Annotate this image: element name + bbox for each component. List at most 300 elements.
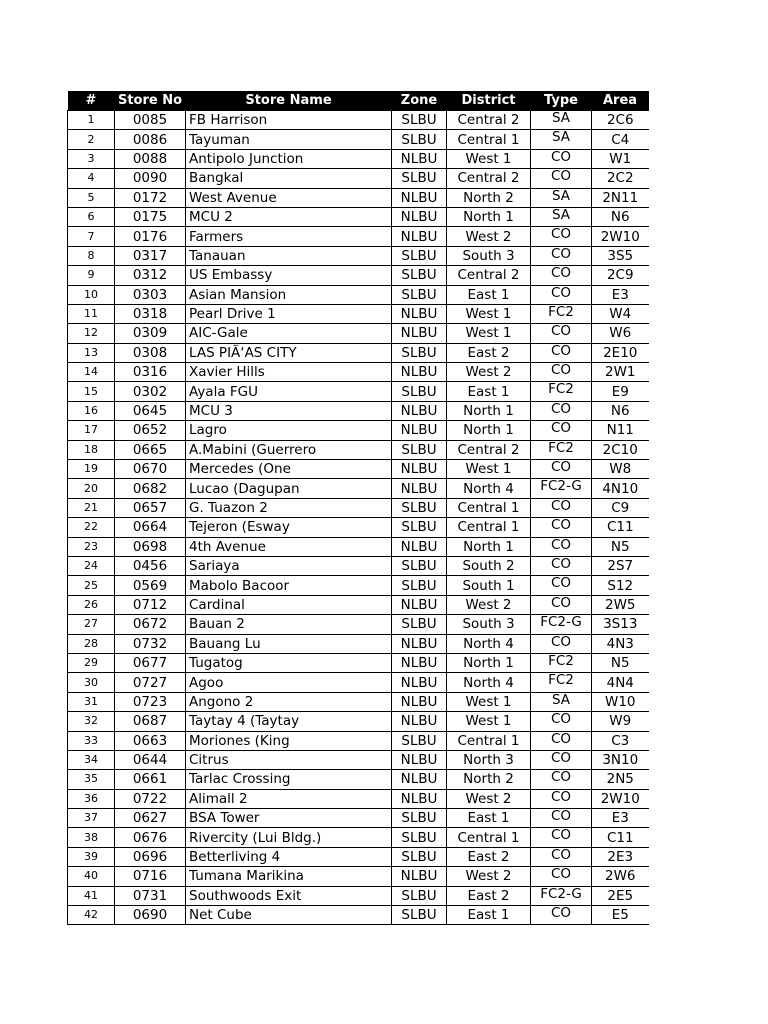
- cell-store-no: 0670: [115, 460, 186, 479]
- cell-district: Central 1: [447, 130, 531, 149]
- cell-number: 25: [68, 576, 115, 595]
- table-row: [68, 595, 649, 614]
- cell-area: 2W5: [592, 595, 649, 614]
- cell-type: FC2: [531, 653, 592, 672]
- table-row: [68, 615, 649, 634]
- header-area: Area: [592, 91, 649, 111]
- table-row: [68, 479, 649, 498]
- cell-store-no: 0308: [115, 343, 186, 362]
- table-row: [68, 285, 649, 304]
- cell-store-no: 0175: [115, 207, 186, 226]
- cell-zone: SLBU: [392, 266, 447, 285]
- cell-type: CO: [531, 266, 592, 285]
- cell-store-name: G. Tuazon 2: [186, 498, 392, 517]
- cell-district: West 1: [447, 324, 531, 343]
- cell-type: CO: [531, 227, 592, 246]
- cell-zone: NLBU: [392, 188, 447, 207]
- cell-store-no: 0085: [115, 111, 186, 130]
- cell-area: 2E5: [592, 886, 649, 905]
- cell-type: CO: [531, 537, 592, 556]
- cell-type: FC2-G: [531, 886, 592, 905]
- cell-number: 14: [68, 363, 115, 382]
- cell-zone: SLBU: [392, 847, 447, 866]
- cell-store-name: Moriones (King: [186, 731, 392, 750]
- cell-area: E5: [592, 906, 649, 925]
- cell-zone: SLBU: [392, 169, 447, 188]
- table-row: [68, 401, 649, 420]
- cell-store-name: US Embassy: [186, 266, 392, 285]
- table-row: [68, 906, 649, 925]
- cell-number: 42: [68, 906, 115, 925]
- cell-zone: SLBU: [392, 285, 447, 304]
- cell-number: 15: [68, 382, 115, 401]
- cell-type: CO: [531, 770, 592, 789]
- cell-district: West 2: [447, 595, 531, 614]
- cell-district: North 4: [447, 673, 531, 692]
- cell-store-no: 0723: [115, 692, 186, 711]
- cell-store-no: 0627: [115, 809, 186, 828]
- cell-store-name: Tanauan: [186, 246, 392, 265]
- cell-store-no: 0676: [115, 828, 186, 847]
- cell-zone: SLBU: [392, 615, 447, 634]
- cell-area: W4: [592, 304, 649, 323]
- cell-area: 2W10: [592, 789, 649, 808]
- cell-store-name: MCU 2: [186, 207, 392, 226]
- cell-number: 8: [68, 246, 115, 265]
- cell-store-name: Mercedes (One: [186, 460, 392, 479]
- cell-zone: NLBU: [392, 770, 447, 789]
- cell-zone: NLBU: [392, 789, 447, 808]
- cell-number: 35: [68, 770, 115, 789]
- cell-zone: NLBU: [392, 692, 447, 711]
- cell-district: West 2: [447, 227, 531, 246]
- cell-area: E3: [592, 809, 649, 828]
- cell-store-name: Net Cube: [186, 906, 392, 925]
- cell-area: S12: [592, 576, 649, 595]
- cell-zone: SLBU: [392, 731, 447, 750]
- table-row: [68, 750, 649, 769]
- cell-district: North 1: [447, 207, 531, 226]
- cell-district: West 1: [447, 149, 531, 168]
- cell-area: W6: [592, 324, 649, 343]
- cell-number: 38: [68, 828, 115, 847]
- cell-store-name: Agoo: [186, 673, 392, 692]
- cell-store-no: 0657: [115, 498, 186, 517]
- cell-number: 39: [68, 847, 115, 866]
- cell-store-no: 0456: [115, 556, 186, 575]
- cell-zone: NLBU: [392, 712, 447, 731]
- cell-zone: NLBU: [392, 227, 447, 246]
- cell-store-no: 0088: [115, 149, 186, 168]
- cell-number: 41: [68, 886, 115, 905]
- cell-district: East 1: [447, 906, 531, 925]
- table-row: [68, 343, 649, 362]
- cell-store-no: 0317: [115, 246, 186, 265]
- cell-type: FC2-G: [531, 479, 592, 498]
- cell-type: CO: [531, 847, 592, 866]
- header-type: Type: [531, 91, 592, 111]
- cell-zone: NLBU: [392, 304, 447, 323]
- cell-store-no: 0722: [115, 789, 186, 808]
- cell-area: E9: [592, 382, 649, 401]
- table-row: [68, 363, 649, 382]
- cell-number: 27: [68, 615, 115, 634]
- cell-type: CO: [531, 324, 592, 343]
- cell-area: 2W6: [592, 867, 649, 886]
- cell-store-name: Lucao (Dagupan: [186, 479, 392, 498]
- table-row: [68, 653, 649, 672]
- cell-store-name: Tumana Marikina: [186, 867, 392, 886]
- cell-store-no: 0309: [115, 324, 186, 343]
- cell-district: East 1: [447, 809, 531, 828]
- cell-district: North 4: [447, 634, 531, 653]
- cell-district: West 1: [447, 460, 531, 479]
- cell-store-name: 4th Avenue: [186, 537, 392, 556]
- cell-area: C9: [592, 498, 649, 517]
- cell-area: 2C9: [592, 266, 649, 285]
- cell-store-name: Sariaya: [186, 556, 392, 575]
- cell-area: N6: [592, 401, 649, 420]
- table-row: [68, 460, 649, 479]
- cell-store-name: Tejeron (Esway: [186, 518, 392, 537]
- cell-zone: NLBU: [392, 537, 447, 556]
- header-store-no: Store No: [115, 91, 186, 111]
- cell-type: CO: [531, 712, 592, 731]
- header-district: District: [447, 91, 531, 111]
- table-row: [68, 169, 649, 188]
- cell-store-name: Antipolo Junction: [186, 149, 392, 168]
- cell-zone: SLBU: [392, 809, 447, 828]
- cell-number: 17: [68, 421, 115, 440]
- cell-area: N11: [592, 421, 649, 440]
- cell-store-no: 0665: [115, 440, 186, 459]
- cell-district: East 2: [447, 343, 531, 362]
- cell-store-name: Taytay 4 (Taytay: [186, 712, 392, 731]
- cell-area: 4N4: [592, 673, 649, 692]
- cell-district: South 2: [447, 556, 531, 575]
- cell-zone: SLBU: [392, 382, 447, 401]
- cell-store-name: Cardinal: [186, 595, 392, 614]
- cell-number: 28: [68, 634, 115, 653]
- cell-number: 18: [68, 440, 115, 459]
- cell-number: 29: [68, 653, 115, 672]
- cell-type: FC2-G: [531, 615, 592, 634]
- cell-type: CO: [531, 149, 592, 168]
- table-row: [68, 188, 649, 207]
- cell-type: CO: [531, 809, 592, 828]
- cell-district: East 1: [447, 285, 531, 304]
- cell-number: 23: [68, 537, 115, 556]
- cell-area: C4: [592, 130, 649, 149]
- cell-store-no: 0664: [115, 518, 186, 537]
- header-row: [68, 91, 649, 111]
- cell-type: SA: [531, 207, 592, 226]
- cell-number: 2: [68, 130, 115, 149]
- table-row: [68, 518, 649, 537]
- table-body: [68, 111, 649, 925]
- cell-type: CO: [531, 363, 592, 382]
- table-row: [68, 537, 649, 556]
- cell-store-name: Bangkal: [186, 169, 392, 188]
- cell-store-no: 0318: [115, 304, 186, 323]
- cell-zone: NLBU: [392, 867, 447, 886]
- header-store-name: Store Name: [186, 91, 392, 111]
- cell-type: CO: [531, 421, 592, 440]
- cell-zone: NLBU: [392, 207, 447, 226]
- cell-type: CO: [531, 867, 592, 886]
- cell-store-name: Mabolo Bacoor: [186, 576, 392, 595]
- cell-district: Central 2: [447, 440, 531, 459]
- cell-zone: NLBU: [392, 750, 447, 769]
- cell-store-no: 0312: [115, 266, 186, 285]
- cell-zone: NLBU: [392, 324, 447, 343]
- cell-store-no: 0690: [115, 906, 186, 925]
- cell-store-name: Alimall 2: [186, 789, 392, 808]
- cell-type: CO: [531, 498, 592, 517]
- cell-number: 13: [68, 343, 115, 362]
- cell-store-name: Angono 2: [186, 692, 392, 711]
- cell-area: N5: [592, 653, 649, 672]
- cell-type: CO: [531, 556, 592, 575]
- cell-number: 16: [68, 401, 115, 420]
- cell-number: 9: [68, 266, 115, 285]
- cell-store-no: 0303: [115, 285, 186, 304]
- table-row: [68, 692, 649, 711]
- table-row: [68, 227, 649, 246]
- cell-type: SA: [531, 188, 592, 207]
- cell-type: CO: [531, 828, 592, 847]
- cell-number: 24: [68, 556, 115, 575]
- cell-store-no: 0687: [115, 712, 186, 731]
- cell-area: 3N10: [592, 750, 649, 769]
- cell-store-name: BSA Tower: [186, 809, 392, 828]
- cell-district: West 2: [447, 867, 531, 886]
- cell-area: 2W1: [592, 363, 649, 382]
- cell-store-no: 0732: [115, 634, 186, 653]
- table-row: [68, 421, 649, 440]
- cell-type: CO: [531, 750, 592, 769]
- cell-store-name: Farmers: [186, 227, 392, 246]
- header-zone: Zone: [392, 91, 447, 111]
- cell-store-no: 0569: [115, 576, 186, 595]
- cell-zone: NLBU: [392, 460, 447, 479]
- cell-district: West 2: [447, 363, 531, 382]
- cell-district: East 1: [447, 382, 531, 401]
- cell-area: C11: [592, 518, 649, 537]
- cell-area: W8: [592, 460, 649, 479]
- cell-zone: SLBU: [392, 906, 447, 925]
- cell-store-name: Pearl Drive 1: [186, 304, 392, 323]
- cell-zone: NLBU: [392, 479, 447, 498]
- cell-store-no: 0716: [115, 867, 186, 886]
- cell-area: W1: [592, 149, 649, 168]
- cell-store-no: 0645: [115, 401, 186, 420]
- cell-type: FC2: [531, 440, 592, 459]
- cell-district: West 2: [447, 789, 531, 808]
- cell-type: CO: [531, 246, 592, 265]
- table-row: [68, 266, 649, 285]
- cell-zone: SLBU: [392, 828, 447, 847]
- cell-store-name: West Avenue: [186, 188, 392, 207]
- cell-district: North 3: [447, 750, 531, 769]
- cell-store-name: Lagro: [186, 421, 392, 440]
- table-row: [68, 634, 649, 653]
- cell-store-no: 0727: [115, 673, 186, 692]
- cell-type: SA: [531, 692, 592, 711]
- cell-number: 36: [68, 789, 115, 808]
- header-number: #: [68, 91, 115, 111]
- cell-district: West 1: [447, 712, 531, 731]
- cell-zone: NLBU: [392, 401, 447, 420]
- cell-district: South 3: [447, 246, 531, 265]
- cell-number: 31: [68, 692, 115, 711]
- cell-type: CO: [531, 906, 592, 925]
- cell-store-no: 0682: [115, 479, 186, 498]
- table-row: [68, 789, 649, 808]
- cell-store-no: 0644: [115, 750, 186, 769]
- cell-district: North 1: [447, 653, 531, 672]
- table-row: [68, 886, 649, 905]
- cell-zone: NLBU: [392, 653, 447, 672]
- cell-district: North 4: [447, 479, 531, 498]
- cell-zone: SLBU: [392, 246, 447, 265]
- cell-store-no: 0698: [115, 537, 186, 556]
- cell-store-no: 0172: [115, 188, 186, 207]
- cell-number: 3: [68, 149, 115, 168]
- cell-number: 30: [68, 673, 115, 692]
- cell-store-no: 0652: [115, 421, 186, 440]
- cell-zone: SLBU: [392, 556, 447, 575]
- cell-store-name: Xavier Hills: [186, 363, 392, 382]
- cell-area: 2S7: [592, 556, 649, 575]
- cell-district: Central 1: [447, 731, 531, 750]
- cell-district: East 2: [447, 847, 531, 866]
- cell-area: W10: [592, 692, 649, 711]
- cell-zone: SLBU: [392, 886, 447, 905]
- cell-area: W9: [592, 712, 649, 731]
- cell-district: South 1: [447, 576, 531, 595]
- table-row: [68, 867, 649, 886]
- cell-district: Central 1: [447, 498, 531, 517]
- cell-zone: SLBU: [392, 576, 447, 595]
- cell-zone: SLBU: [392, 498, 447, 517]
- cell-number: 40: [68, 867, 115, 886]
- table-row: [68, 828, 649, 847]
- cell-number: 26: [68, 595, 115, 614]
- cell-district: Central 2: [447, 111, 531, 130]
- cell-zone: NLBU: [392, 421, 447, 440]
- cell-store-name: Bauang Lu: [186, 634, 392, 653]
- cell-store-no: 0712: [115, 595, 186, 614]
- cell-type: CO: [531, 634, 592, 653]
- cell-area: C11: [592, 828, 649, 847]
- cell-store-name: Citrus: [186, 750, 392, 769]
- cell-number: 12: [68, 324, 115, 343]
- cell-area: 2C2: [592, 169, 649, 188]
- cell-number: 11: [68, 304, 115, 323]
- cell-district: Central 1: [447, 518, 531, 537]
- cell-area: 2W10: [592, 227, 649, 246]
- stores-table: [67, 91, 649, 925]
- cell-zone: SLBU: [392, 343, 447, 362]
- cell-district: Central 2: [447, 169, 531, 188]
- cell-store-no: 0176: [115, 227, 186, 246]
- cell-number: 10: [68, 285, 115, 304]
- cell-store-name: Tayuman: [186, 130, 392, 149]
- cell-type: FC2: [531, 382, 592, 401]
- cell-store-name: AIC-Gale: [186, 324, 392, 343]
- cell-area: 4N10: [592, 479, 649, 498]
- cell-store-no: 0302: [115, 382, 186, 401]
- cell-area: 2N11: [592, 188, 649, 207]
- cell-district: Central 1: [447, 828, 531, 847]
- cell-type: CO: [531, 595, 592, 614]
- cell-zone: NLBU: [392, 595, 447, 614]
- table-row: [68, 731, 649, 750]
- cell-area: 3S5: [592, 246, 649, 265]
- cell-area: 2N5: [592, 770, 649, 789]
- cell-number: 7: [68, 227, 115, 246]
- cell-store-name: Rivercity (Lui Bldg.): [186, 828, 392, 847]
- cell-store-name: FB Harrison: [186, 111, 392, 130]
- cell-store-name: MCU 3: [186, 401, 392, 420]
- cell-district: South 3: [447, 615, 531, 634]
- table-row: [68, 207, 649, 226]
- cell-type: CO: [531, 576, 592, 595]
- cell-district: North 1: [447, 537, 531, 556]
- cell-store-no: 0672: [115, 615, 186, 634]
- cell-store-name: Southwoods Exit: [186, 886, 392, 905]
- cell-zone: NLBU: [392, 149, 447, 168]
- cell-type: FC2: [531, 304, 592, 323]
- cell-number: 21: [68, 498, 115, 517]
- cell-number: 34: [68, 750, 115, 769]
- table-row: [68, 576, 649, 595]
- cell-store-no: 0086: [115, 130, 186, 149]
- cell-store-name: Tarlac Crossing: [186, 770, 392, 789]
- cell-store-name: Bauan 2: [186, 615, 392, 634]
- cell-number: 19: [68, 460, 115, 479]
- cell-store-name: Tugatog: [186, 653, 392, 672]
- cell-area: 2C10: [592, 440, 649, 459]
- cell-number: 1: [68, 111, 115, 130]
- table-row: [68, 556, 649, 575]
- cell-zone: NLBU: [392, 673, 447, 692]
- cell-area: 2E3: [592, 847, 649, 866]
- cell-area: 4N3: [592, 634, 649, 653]
- cell-district: East 2: [447, 886, 531, 905]
- cell-district: West 1: [447, 692, 531, 711]
- cell-zone: NLBU: [392, 634, 447, 653]
- cell-store-no: 0731: [115, 886, 186, 905]
- cell-number: 22: [68, 518, 115, 537]
- cell-store-no: 0661: [115, 770, 186, 789]
- table-row: [68, 149, 649, 168]
- cell-store-name: Betterliving 4: [186, 847, 392, 866]
- cell-zone: NLBU: [392, 363, 447, 382]
- cell-area: N5: [592, 537, 649, 556]
- cell-district: North 2: [447, 188, 531, 207]
- cell-number: 5: [68, 188, 115, 207]
- cell-type: CO: [531, 518, 592, 537]
- table-row: [68, 304, 649, 323]
- cell-type: SA: [531, 130, 592, 149]
- table-row: [68, 324, 649, 343]
- table-row: [68, 130, 649, 149]
- table-row: [68, 712, 649, 731]
- table-row: [68, 440, 649, 459]
- cell-type: CO: [531, 731, 592, 750]
